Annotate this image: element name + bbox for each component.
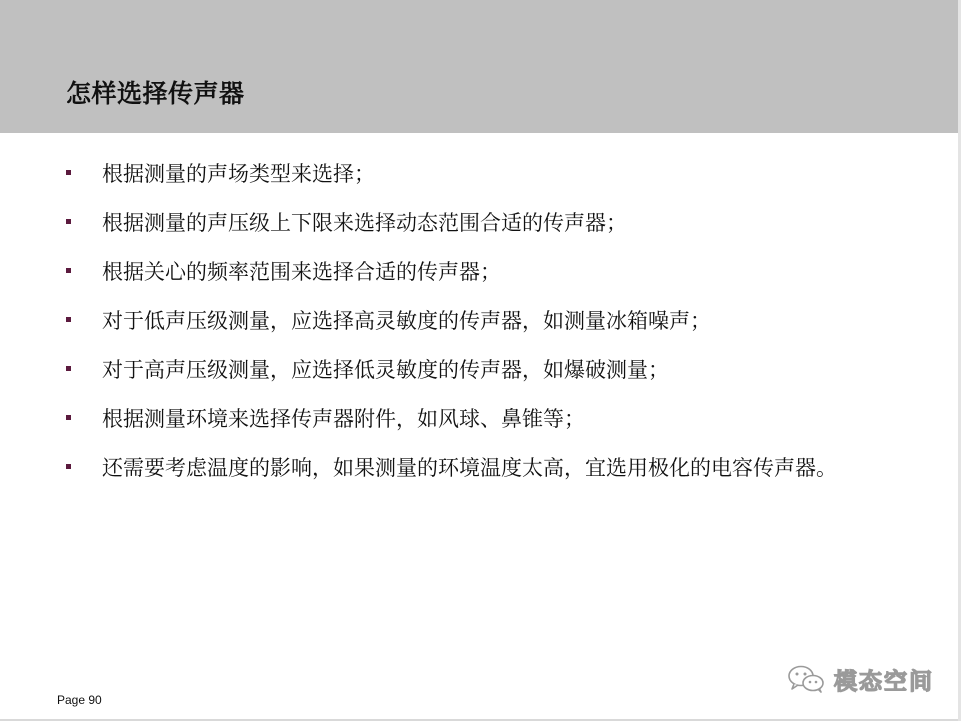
bullet-marker-icon — [66, 464, 71, 469]
bullet-text: 根据测量的声压级上下限来选择动态范围合适的传声器； — [102, 211, 627, 235]
bullet-marker-icon — [66, 366, 71, 371]
bullet-item — [60, 250, 880, 294]
bullet-marker-icon — [66, 268, 71, 273]
slide-title: 怎样选择传声器 — [66, 79, 245, 108]
bullet-item — [60, 152, 880, 196]
bullet-marker-icon — [66, 170, 71, 175]
bullet-text: 对于低声压级测量，应选择高灵敏度的传声器，如测量冰箱噪声； — [102, 309, 711, 333]
bullet-item — [60, 397, 880, 441]
bullet-marker-icon — [66, 415, 71, 420]
watermark — [786, 662, 934, 696]
bullet-item — [60, 201, 880, 245]
bullet-item — [60, 446, 880, 490]
bullet-text: 根据关心的频率范围来选择合适的传声器； — [102, 260, 501, 284]
title-band — [0, 0, 961, 133]
wechat-icon — [786, 664, 826, 694]
bullet-text: 还需要考虑温度的影响，如果测量的环境温度太高，宜选用极化的电容传声器。 — [102, 456, 837, 480]
bullet-marker-icon — [66, 219, 71, 224]
bullet-text: 根据测量环境来选择传声器附件，如风球、鼻锥等； — [102, 407, 585, 431]
bullet-text: 根据测量的声场类型来选择； — [102, 162, 375, 186]
bullet-text: 对于高声压级测量，应选择低灵敏度的传声器，如爆破测量； — [102, 358, 669, 382]
bullet-item — [60, 348, 880, 392]
page-number: Page 90 — [57, 693, 102, 707]
bullet-item — [60, 299, 880, 343]
bullet-list — [60, 152, 880, 495]
watermark-text: 模态空间 — [834, 668, 934, 695]
bullet-marker-icon — [66, 317, 71, 322]
